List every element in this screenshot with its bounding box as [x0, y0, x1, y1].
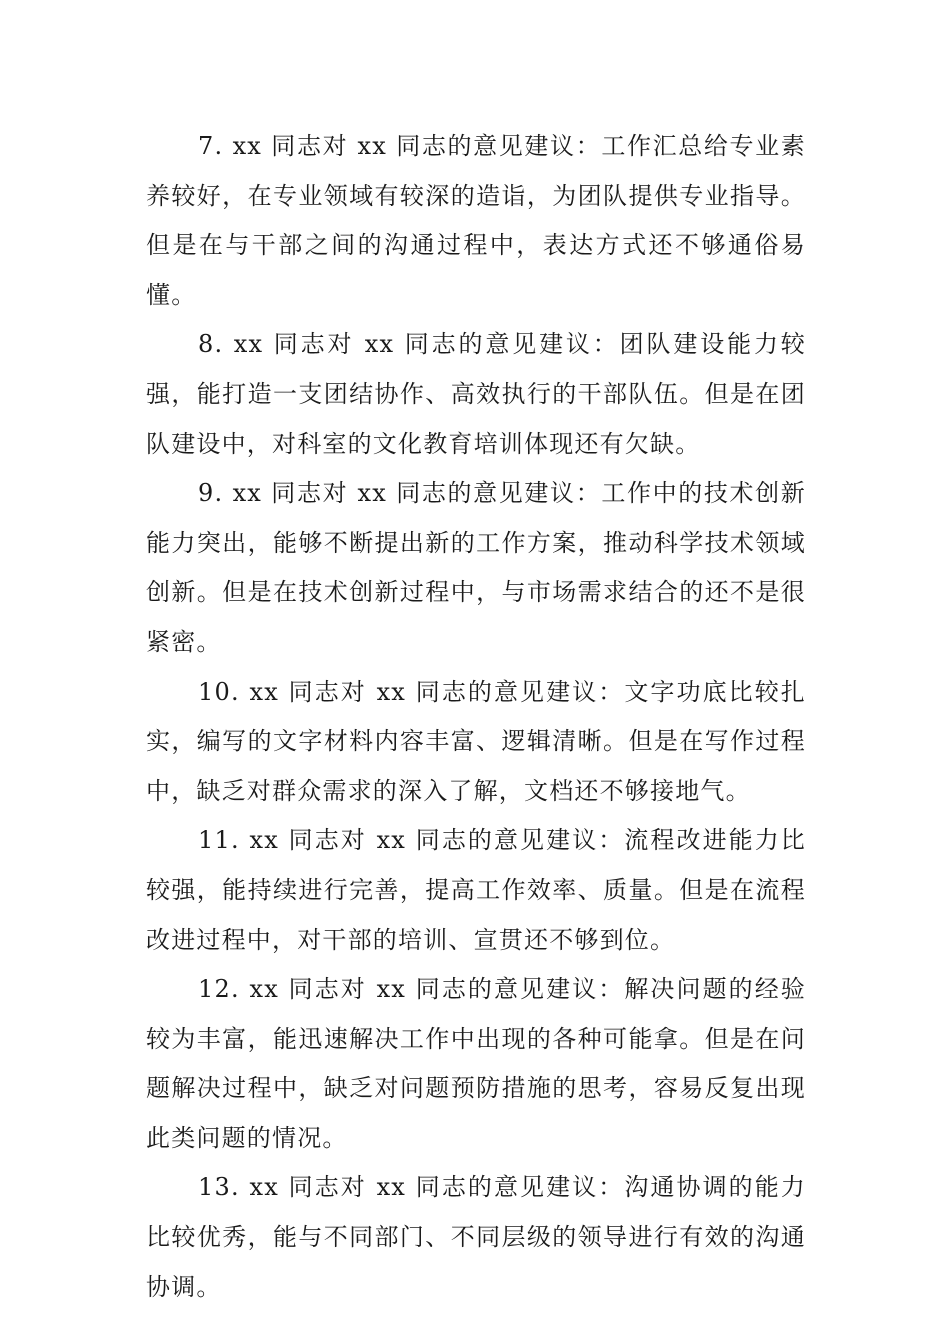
paragraph-8: 8. xx 同志对 xx 同志的意见建议：团队建设能力较强，能打造一支团结协作、高效执行的干部队伍。但是在团队建设中，对科室的文化教育培训体现还有欠缺。 [146, 330, 806, 458]
paragraph-9: 9. xx 同志对 xx 同志的意见建议：工作中的技术创新能力突出，能够不断提出新的工作方案，推动科学技术领域创新。但是在技术创新过程中，与市场需求结合的还不是很紧密。 [146, 479, 806, 656]
paragraph-10: 10. xx 同志对 xx 同志的意见建议：文字功底比较扎实，编写的文字材料内容丰富、逻辑清晰。但是在写作过程中，缺乏对群众需求的深入了解，文档还不够接地气。 [146, 677, 806, 805]
paragraph-13: 13. xx 同志对 xx 同志的意见建议：沟通协调的能力比较优秀，能与不同部门、不同层级的领导进行有效的沟通协调。 [146, 1173, 806, 1301]
paragraph-12: 12. xx 同志对 xx 同志的意见建议：解决问题的经验较为丰富，能迅速解决工作中出现的各种可能拿。但是在问题解决过程中，缺乏对问题预防措施的思考，容易反复出现此类问题的情况。 [146, 975, 806, 1152]
paragraph-7: 7. xx 同志对 xx 同志的意见建议：工作汇总给专业素养较好，在专业领域有较深的造诣，为团队提供专业指导。但是在与干部之间的沟通过程中，表达方式还不够通俗易懂。 [146, 132, 806, 309]
paragraph-11: 11. xx 同志对 xx 同志的意见建议：流程改进能力比较强，能持续进行完善，提高工作效率、质量。但是在流程改进过程中，对干部的培训、宣贯还不够到位。 [146, 826, 806, 954]
document-body [146, 122, 806, 1312]
